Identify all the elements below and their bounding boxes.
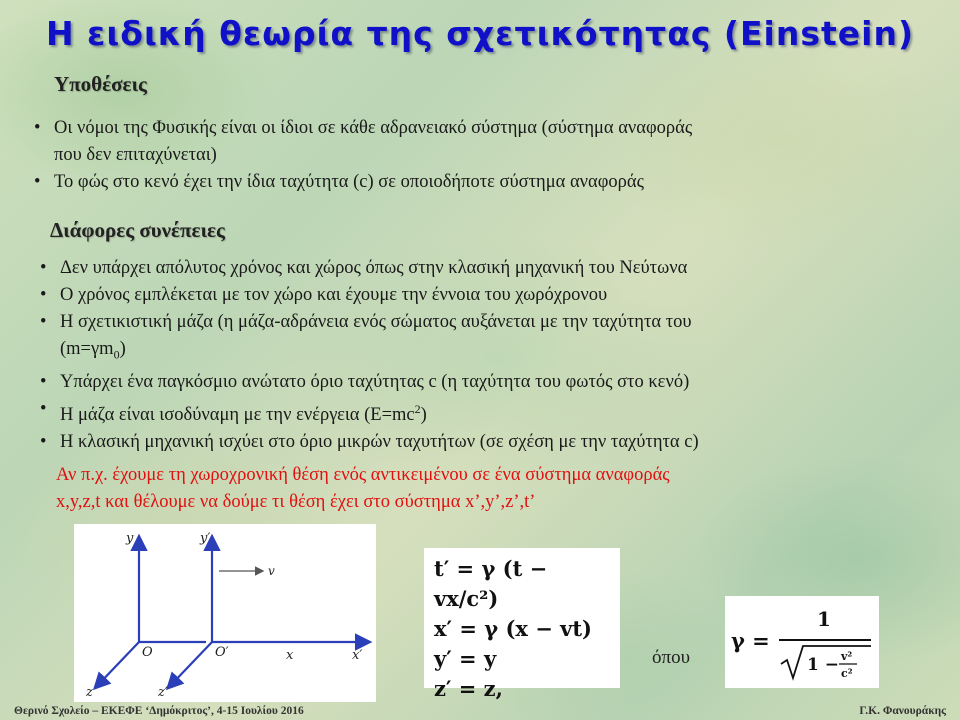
opou-label: όπου (652, 647, 690, 668)
hypotheses-list (34, 115, 934, 196)
frames-diagram-svg (74, 524, 376, 702)
consequence-item-1 (40, 255, 930, 282)
z-prime-axis (169, 642, 212, 687)
z-axis (96, 642, 139, 687)
label-x-prime: x′ (352, 648, 363, 663)
label-y: y (126, 531, 134, 546)
label-y-prime: y′ (200, 531, 211, 546)
gamma-numerator: 1 (817, 607, 831, 631)
formula-z: z′ = z, (434, 676, 503, 701)
consequence-item-5 (40, 396, 930, 429)
hypothesis-1-line1: • Οι νόμοι της Φυσικής είναι οι ίδιοι σε κάθε αδρανειακό σύστημα (σύστημα αναφοράς (54, 118, 693, 138)
consequence-2-text: Ο χρόνος εμπλέκεται με τον χώρο και έχουμε την έννοια του χωρόχρονου (60, 285, 608, 305)
heading-consequences: Διάφορες συνέπειες (50, 218, 225, 242)
example-note-line2: x,y,z,t και θέλουμε να δούμε τι θέση έχει στο σύστημα x’,y’,z’,t’ (56, 492, 536, 512)
consequence-item-3 (40, 309, 930, 369)
consequence-4-text: Υπάρχει ένα παγκόσμιο ανώτατο όριο ταχύτητας c (η ταχύτητα του φωτός στο κενό) (60, 371, 690, 392)
label-z: z (86, 685, 93, 700)
consequence-item-4 (40, 369, 930, 396)
hypothesis-2-line1: • Το φώς στο κενό έχει την ίδια ταχύτητα (c) σε οποιοδήποτε σύστημα αναφοράς (54, 172, 644, 192)
lorentz-formulas (424, 548, 620, 701)
label-z-prime: z′ (158, 685, 168, 700)
hypothesis-1-line2: που δεν επιταχύνεται) (54, 145, 217, 165)
label-x: x (286, 648, 294, 663)
hypothesis-item-1 (34, 115, 934, 169)
label-o: O (142, 645, 153, 660)
example-note (56, 462, 916, 516)
consequences-list (40, 255, 930, 456)
consequence-1-text: Δεν υπάρχει απόλυτος χρόνος και χώρος όπως στην κλασική μηχανική του Νεύτωνα (60, 258, 688, 278)
hypothesis-item-2 (34, 169, 934, 196)
gamma-formula (725, 596, 879, 688)
label-o-prime: O′ (215, 645, 229, 660)
heading-hypotheses: Υποθέσεις (54, 72, 147, 96)
consequence-6-text: Η κλασική μηχανική ισχύει στο όριο μικρών ταχυτήτων (σε σχέση με την ταχύτητα c) (60, 431, 699, 452)
example-note-line1: Αν π.χ. έχουμε τη χωροχρονική θέση ενός αντικειμένου σε ένα σύστημα αναφοράς (56, 465, 670, 485)
frames-diagram (74, 524, 376, 702)
consequence-3-line2: $(m=\gamma m_0)$ (60, 339, 126, 362)
consequence-item-6 (40, 429, 930, 456)
footer-event: Θερινό Σχολείο – ΕΚΕΦΕ ‘Δημόκριτος’, 4-15 Ιουλίου 2016 (14, 705, 304, 717)
gamma-lhs: γ = (731, 628, 770, 653)
consequence-item-2 (40, 282, 930, 309)
v-squared: v² (841, 650, 853, 663)
footer-author: Γ.Κ. Φανουράκης (859, 705, 946, 717)
c-squared: c² (841, 667, 853, 680)
formula-t: t′ = γ (t − vx/c²) (434, 556, 548, 611)
formula-x: x′ = γ (x − vt) (434, 616, 592, 641)
consequence-5-text: Η μάζα είναι ισοδύναμη με την ενέργεια $(E=mc^2)$ (60, 401, 427, 425)
formula-y: y′ = y (434, 646, 497, 671)
one-minus: 1 − (807, 655, 839, 675)
consequence-3-line1: • Η σχετικιστική μάζα (η μάζα-αδράνεια ενός σώματος αυξάνεται με την ταχύτητα του (60, 312, 692, 332)
slide-title: Η ειδική θεωρία της σχετικότητας (Einstein) (45, 14, 915, 53)
gamma-formula-svg (725, 596, 879, 688)
label-v: v (268, 564, 275, 578)
